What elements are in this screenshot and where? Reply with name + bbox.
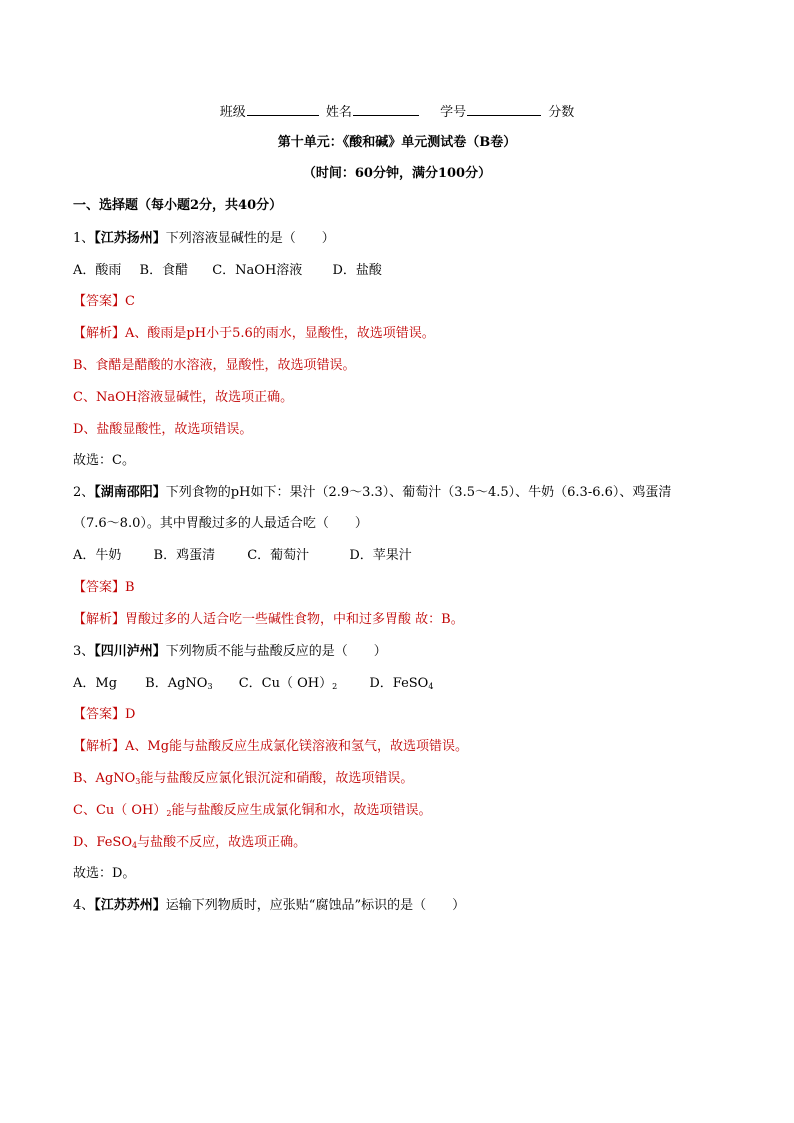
question-number: 1、	[73, 231, 95, 246]
score-label: 分数	[548, 105, 575, 120]
option-c: C．Cu（ $OH)_2$	[238, 676, 338, 691]
question-1-explanation-a	[73, 326, 435, 342]
test-title: 第十单元：《酸和碱》单元测试卷（B卷）	[277, 135, 517, 150]
explanation-tag: 【解析】	[73, 326, 126, 341]
question-4-stem	[73, 898, 465, 914]
question-text: 下列物质不能与盐酸反应的是（ ）	[165, 644, 387, 659]
option-b: B．食醋	[139, 263, 189, 278]
question-3-explanation-c: C、Cu（ $OH)_2$能与盐酸反应生成氯化铜和水，故选项错误。	[73, 803, 432, 818]
question-3-options	[73, 676, 433, 695]
question-3-stem	[73, 644, 387, 660]
explanation-text: 胃酸过多的人适合吃一些碱性食物，中和过多胃酸 故：B。	[125, 612, 464, 627]
id-label: 学号	[440, 105, 467, 120]
question-1-stem	[73, 231, 335, 247]
question-number: 2、	[73, 485, 95, 500]
question-3-explanation-d: D、FeSO$_4$与盐酸不反应，故选项正确。	[73, 835, 307, 850]
question-number: 3、	[73, 644, 95, 659]
question-2-explanation	[73, 612, 464, 628]
explanation-text: A、酸雨是pH小于5.6的雨水，显酸性，故选项错误。	[125, 326, 435, 341]
explanation-text: A、Mg能与盐酸反应生成氯化镁溶液和氢气，故选项错误。	[125, 739, 469, 754]
question-3-answer: 【答案】D	[73, 707, 136, 722]
student-info-line	[0, 103, 794, 121]
id-blank	[467, 103, 541, 116]
question-2-stem-continued: （7.6～8.0）。其中胃酸过多的人最适合吃（ ）	[73, 516, 368, 531]
time-note: （时间：60分钟，满分100分）	[302, 166, 492, 181]
option-c: C．葡萄汁	[247, 548, 310, 563]
question-1-answer: 【答案】C	[73, 294, 135, 309]
option-d: D．FeSO$_4$	[369, 676, 434, 691]
question-1-explanation-b: B、食醋是醋酸的水溶液，显酸性，故选项错误。	[73, 358, 356, 373]
question-source: 【江苏扬州】	[94, 231, 166, 246]
question-2-options	[73, 548, 412, 564]
question-1-explanation-c: C、NaOH溶液显碱性，故选项正确。	[73, 390, 294, 405]
question-3-choice: 故选：D。	[73, 866, 136, 881]
name-label: 姓名	[325, 105, 352, 120]
explanation-tag: 【解析】	[73, 739, 126, 754]
question-2-stem	[73, 485, 671, 501]
question-text: 下列溶液显碱性的是（ ）	[165, 231, 335, 246]
option-b: B．AgNO$_3$	[145, 676, 213, 691]
question-source: 【湖南邵阳】	[94, 485, 166, 500]
name-blank	[353, 103, 419, 116]
class-blank	[247, 103, 319, 116]
question-text: 下列食物的pH如下：果汁（2.9～3.3）、葡萄汁（3.5～4.5）、牛奶（6.3-6.6）、鸡蛋清	[165, 485, 672, 500]
option-a: A．Mg	[73, 676, 118, 691]
class-label: 班级	[219, 105, 246, 120]
option-c: C．NaOH溶液	[212, 263, 303, 278]
question-3-explanation-b: B、AgNO$_3$能与盐酸反应氯化银沉淀和硝酸，故选项错误。	[73, 771, 414, 786]
question-1-options	[73, 263, 382, 279]
question-source: 【四川泸州】	[94, 644, 166, 659]
option-d: D．苹果汁	[349, 548, 412, 563]
question-3-explanation-a	[73, 739, 468, 755]
question-1-explanation-d: D、盐酸显酸性，故选项错误。	[73, 422, 253, 437]
explanation-tag: 【解析】	[73, 612, 126, 627]
question-number: 4、	[73, 898, 95, 913]
question-text: 运输下列物质时，应张贴“腐蚀品”标识的是（ ）	[165, 898, 466, 913]
question-source: 【江苏苏州】	[94, 898, 166, 913]
option-b: B．鸡蛋清	[153, 548, 216, 563]
option-a: A．牛奶	[73, 548, 122, 563]
option-a: A．酸雨	[73, 263, 122, 278]
question-2-answer: 【答案】B	[73, 580, 135, 595]
section-heading: 一、选择题（每小题2分，共40分）	[73, 198, 283, 213]
question-1-choice: 故选：C。	[73, 453, 135, 468]
option-d: D．盐酸	[332, 263, 382, 278]
